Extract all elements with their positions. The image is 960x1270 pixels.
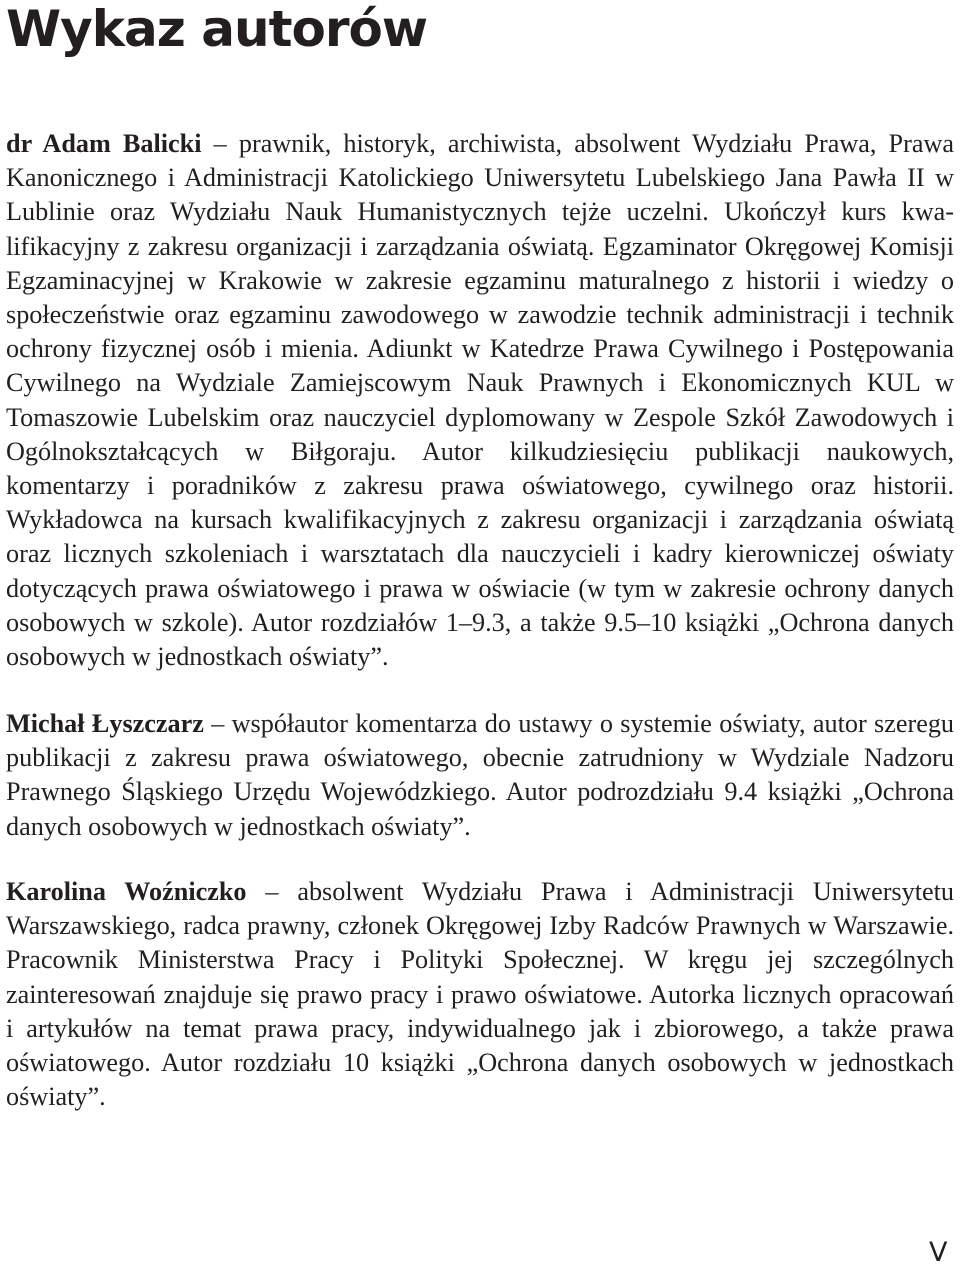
author-entry: [6, 127, 954, 674]
author-entry: [6, 875, 954, 1114]
author-bio: – współautor komentarza do ustawy o systemie oświaty, autor szeregu publikacji z zakresu prawa oświatowego, obecnie zatrudniony w Wydziale Nadzoru Prawnego Śląskiego Urzędu Wojewódzkiego. Autor podrozdziału 9.4 książki „Ochrona danych osobowych w jednostkach oświaty”.: [6, 709, 955, 841]
author-entry: [6, 707, 954, 844]
author-name: Michał Łyszczarz: [6, 709, 204, 738]
page-title: Wykaz autorów: [6, 0, 428, 58]
author-name: Karolina Woźniczko: [6, 877, 247, 906]
page-number: V: [929, 1237, 948, 1268]
author-bio: – prawnik, historyk, archiwista, absolwent Wydziału Prawa, Prawa Kanonicznego i Administracji Katolickiego Uniwersytetu Lubelskiego Jana Pawła II w Lublinie oraz Wydziału Nauk Humanistycznych tejże uczelni. Ukończył kurs kwalifikacyjny z zakresu organizacji i zarządzania oświatą. Egzaminator Okręgowej Komisji Egzaminacyjnej w Krakowie w zakresie egzaminu maturalnego z historii i wiedzy o społeczeństwie oraz egzaminu zawodowego w zawodzie technik administracji i technik ochrony fizycznej osób i mienia. Adiunkt w Katedrze Prawa Cywilnego i Postępowania Cywilnego na Wydziale Zamiejscowym Nauk Prawnych i Ekonomicznych KUL w Tomaszowie Lubelskim oraz nauczyciel dyplomowany w Zespole Szkół Zawodowych i Ogólnokształcących w Biłgoraju. Autor kilkudziesięciu publikacji naukowych, komentarzy i poradników z zakresu prawa oświatowego, cywilnego oraz historii. Wykładowca na kursach kwalifikacyjnych z zakresu organizacji i zarządzania oświatą oraz licznych szkoleniach i warsztatach dla nauczycieli i kadry kierowniczej oświaty dotyczących prawa oświatowego i prawa w oświacie (w tym w zakresie ochrony danych osobowych w szkole). Autor rozdziałów 1–9.3, a także 9.5–10 książki „Ochrona danych osobowych w jednostkach oświaty”.: [6, 129, 954, 672]
author-bio: – absolwent Wydziału Prawa i Administracji Uniwersytetu Warszawskiego, radca prawny, członek Okręgowej Izby Radców Prawnych w Warszawie. Pracownik Ministerstwa Pracy i Polityki Społecznej. W kręgu jej szczególnych zainteresowań znajduje się prawo pracy i prawo oświatowe. Autorka licznych opracowań i artykułów na temat prawa pracy, indywidualnego jak i zbiorowego, a także prawa oświatowego. Autor rozdziału 10 książki „Ochrona danych osobowych w jednostkach oświaty”.: [6, 877, 954, 1112]
author-name: dr Adam Balicki: [6, 129, 202, 158]
